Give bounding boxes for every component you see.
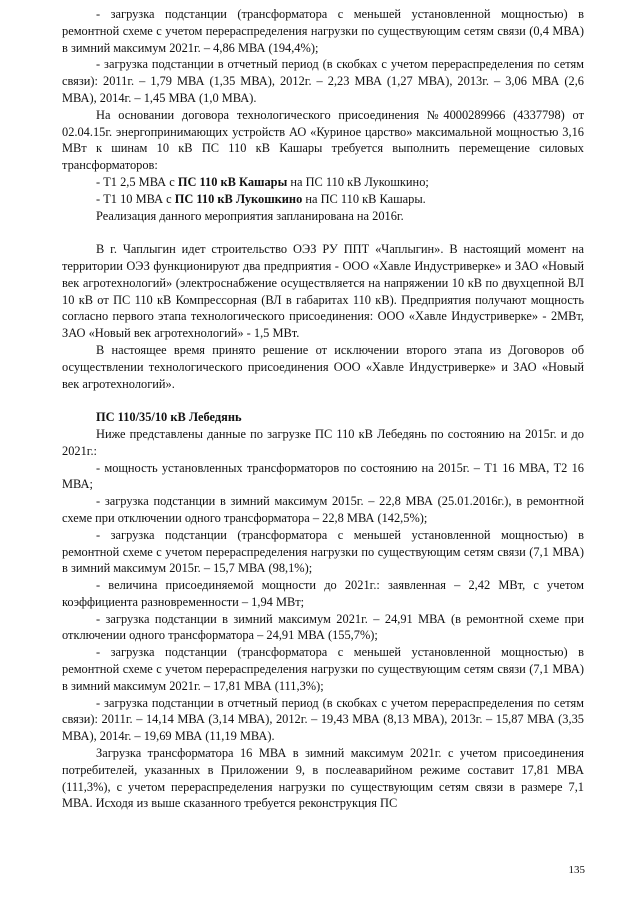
paragraph-lebedyan-reporting-period: - загрузка подстанции в отчетный период (в скобках с учетом перераспределения по сетям связи): 2011г. – 14,14 МВА (3,14 МВА), 2012г. – 19,43 МВА (8,13 МВА), 2013г. – 15,87 МВА (3,35 МВА), 2014г. – 19,69 МВА (11,19 МВА). <box>62 695 584 744</box>
paragraph-lebedyan-winter-2021: - загрузка подстанции в зимний максимум 2021г. – 24,91 МВА (в ремонтной схеме при отключении одного трансформатора – 24,91 МВА (155,7%); <box>62 611 584 643</box>
transfer-item-t1-kashary: - Т1 2,5 МВА с ПС 110 кВ Кашары на ПС 110 кВ Лукошкино; <box>96 174 429 189</box>
transfer-item-t1-lukoshkino: - Т1 10 МВА с ПС 110 кВ Лукошкино на ПС 110 кВ Кашары. <box>96 191 426 206</box>
paragraph-lebedyan-connected-power: - величина присоединяемой мощности до 2021г.: заявленная – 2,42 МВт, с учетом коэффициента разновременности – 1,94 МВт; <box>62 578 584 609</box>
paragraph-chaplygin-decision: В настоящее время принято решение от исключении второго этапа из Договоров об осуществлении технологического присоединения ООО «Хавле Индустриверке» и ЗАО «Новый век агротехнологий». <box>62 342 584 391</box>
paragraph-lebedyan-intro: Ниже представлены данные по загрузке ПС 110 кВ Лебедянь по состоянию на 2015г. и до 2021г.: <box>62 426 584 458</box>
substation-lukoshkino: ПС 110 кВ Лукошкино <box>174 191 303 206</box>
paragraph-repair-load-2021: - загрузка подстанции (трансформатора с меньшей установленной мощностью) в ремонтной схеме с учетом перераспределения нагрузки по существующим сетям связи (0,4 МВА) в зимний максимум 2021г. – 4,86 МВА (194,4%); <box>62 7 584 55</box>
section-heading-lebedyan: ПС 110/35/10 кВ Лебедянь <box>96 410 242 425</box>
document-page <box>62 6 584 812</box>
page-number: 135 <box>568 864 585 876</box>
substation-kashary: ПС 110 кВ Кашары <box>177 174 288 189</box>
paragraph-chaplygin-oez: В г. Чаплыгин идет строительство ОЭЗ РУ ППТ «Чаплыгин». В настоящий момент на территории ОЭЗ функционируют два предприятия - ООО «Хавле Индустриверке» и ЗАО «Новый век агротехнологий» (электроснабжение осуществляется на напряжении 10 кВ по двухцепной ВЛ 10 кВ от ПС 110 кВ Компрессорная (ВЛ в габаритах 110 кВ). Предприятия получают мощность согласно первого этапа технологического присоединения: ООО «Хавле Индустриверке» - 2МВт, ЗАО «Новый век агротехнологий» - 1,5 МВт. <box>62 242 584 341</box>
paragraph-lebedyan-installed-power: - мощность установленных трансформаторов по состоянию на 2015г. – Т1 16 МВА, Т2 16 МВА; <box>62 460 584 492</box>
paragraph-lebedyan-winter-2015: - загрузка подстанции в зимний максимум 2015г. – 22,8 МВА (25.01.2016г.), в ремонтной схеме при отключении одного трансформатора – 22,8 МВА (142,5%); <box>62 494 584 525</box>
paragraph-reporting-period-load: - загрузка подстанции в отчетный период (в скобках с учетом перераспределения по сетям связи): 2011г. – 1,79 МВА (1,35 МВА), 2012г. – 2,23 МВА (1,27 МВА), 2013г. – 3,06 МВА (2,6 МВА), 2014г. – 1,45 МВА (1,0 МВА). <box>62 57 584 105</box>
paragraph-lebedyan-conclusion: Загрузка трансформатора 16 МВА в зимний максимум 2021г. с учетом присоединения потребителей, указанных в Приложении 9, в послеаварийном режиме составит 17,81 МВА (111,3%), с учетом перераспределения нагрузки по существующим сетям связи в размере 7,1 МВА. Исходя из выше сказанного требуется реконструкция ПС <box>62 746 584 811</box>
paragraph-plan-note: Реализация данного мероприятия запланирована на 2016г. <box>96 208 404 223</box>
paragraph-lebedyan-repair-2021: - загрузка подстанции (трансформатора с меньшей установленной мощностью) в ремонтной схеме с учетом перераспределения нагрузки по существующим сетям связи (7,1 МВА) в зимний максимум 2021г. – 17,81 МВА (111,3%); <box>62 645 584 693</box>
paragraph-lebedyan-repair-2015: - загрузка подстанции (трансформатора с меньшей установленной мощностью) в ремонтной схеме с учетом перераспределения нагрузки по существующим сетям связи (7,1 МВА) в зимний максимум 2015г. – 15,7 МВА (98,1%); <box>62 527 584 576</box>
paragraph-connection-contract: На основании договора технологического присоединения №4000289966 (4337798) от 02.04.15г. энергопринимающих устройств АО «Куриное царство» максимальной мощностью 3,16 МВт к шинам 10 кВ ПС 110 кВ Кашары требуется выполнить перемещение силовых трансформаторов: <box>62 107 584 173</box>
